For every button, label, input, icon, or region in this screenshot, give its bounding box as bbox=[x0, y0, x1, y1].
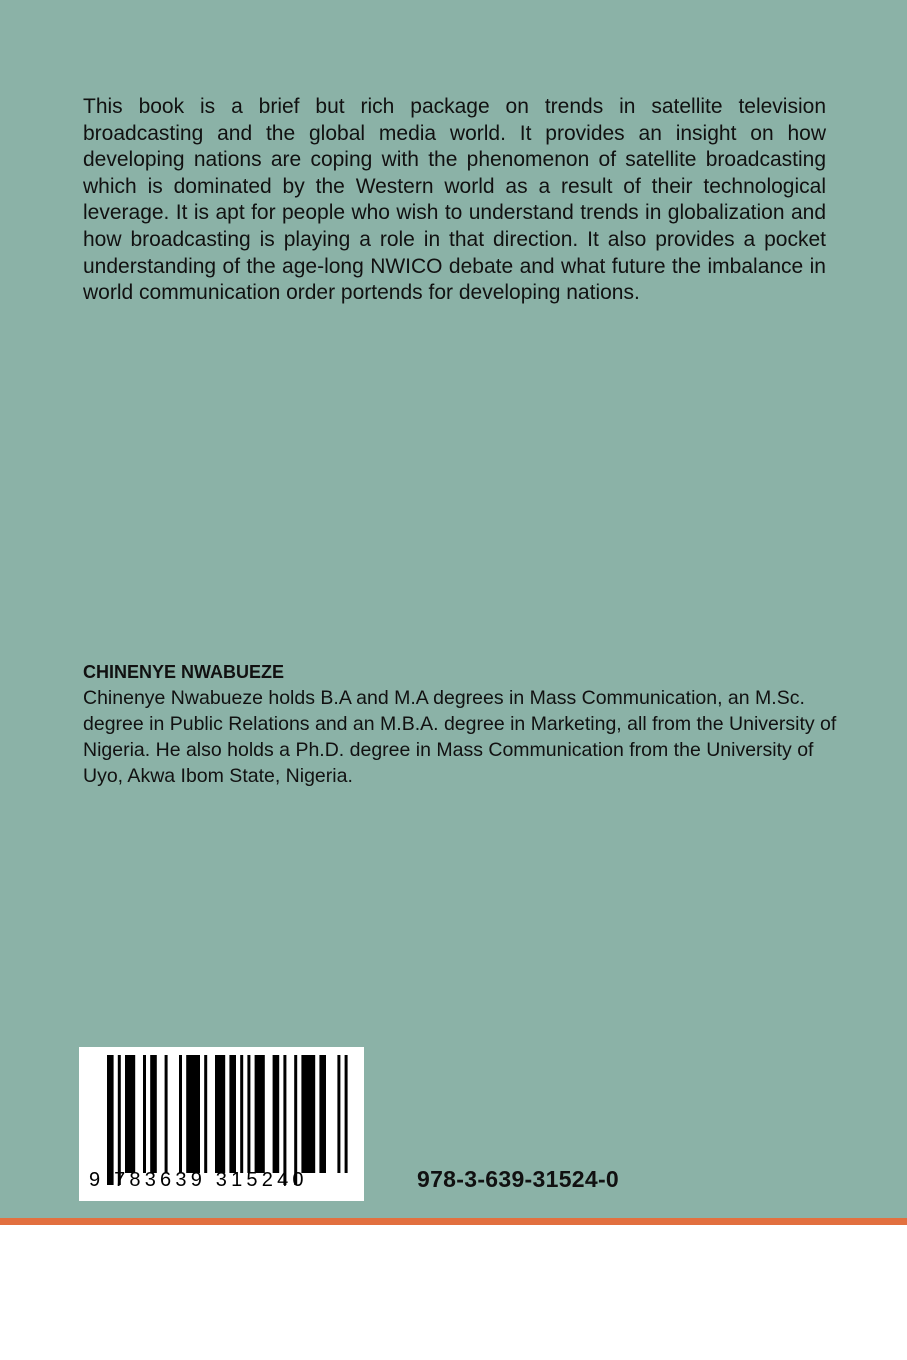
barcode-bar bbox=[255, 1055, 265, 1173]
barcode-bar bbox=[107, 1055, 114, 1185]
barcode-bar bbox=[229, 1055, 236, 1173]
author-name: CHINENYE NWABUEZE bbox=[83, 662, 285, 682]
barcode-bar bbox=[186, 1055, 200, 1173]
book-description: This book is a brief but rich package on trends in satellite television broadcasting and the global media world. It provides an insight on how developing nations are coping with the phenomenon of satellite broadcasting which is dominated by the Western world as a result of their technological leverage. It is apt for people who wish to understand trends in globalization and how broadcasting is playing a role in that direction. It also provides a pocket understanding of the age-long NWICO debate and what future the imbalance in world communication order portends for developing nations. bbox=[83, 95, 826, 305]
barcode bbox=[79, 1047, 364, 1201]
barcode-bar bbox=[125, 1055, 135, 1173]
barcode-bar bbox=[179, 1055, 182, 1173]
barcode-bar bbox=[118, 1055, 121, 1185]
barcode-bar bbox=[319, 1055, 326, 1173]
barcode-bar bbox=[215, 1055, 225, 1173]
barcode-bar bbox=[240, 1055, 243, 1173]
bottom-margin bbox=[0, 1225, 907, 1360]
barcode-bar bbox=[283, 1055, 286, 1185]
accent-stripe bbox=[0, 1218, 907, 1225]
barcode-bar bbox=[150, 1055, 157, 1173]
barcode-bar bbox=[247, 1055, 250, 1173]
barcode-bar bbox=[301, 1055, 315, 1173]
barcode-bar bbox=[165, 1055, 168, 1173]
barcode-bar bbox=[294, 1055, 297, 1185]
barcode-bar bbox=[345, 1055, 348, 1173]
barcode-bar bbox=[204, 1055, 207, 1173]
author-biography: Chinenye Nwabueze holds B.A and M.A degrees in Mass Communication, an M.Sc. degree in Public Relations and an M.B.A. degree in Marketing, all from the University of Nigeria. He also holds a Ph.D. degree in Mass Communication from the University of Uyo, Akwa Ibom State, Nigeria. bbox=[83, 687, 837, 787]
barcode-bar bbox=[143, 1055, 146, 1173]
barcode-bar bbox=[337, 1055, 340, 1173]
barcode-digits: 9 783639 315240 bbox=[89, 1169, 308, 1191]
barcode-bar bbox=[273, 1055, 280, 1173]
isbn-number: 978-3-639-31524-0 bbox=[417, 1166, 620, 1192]
